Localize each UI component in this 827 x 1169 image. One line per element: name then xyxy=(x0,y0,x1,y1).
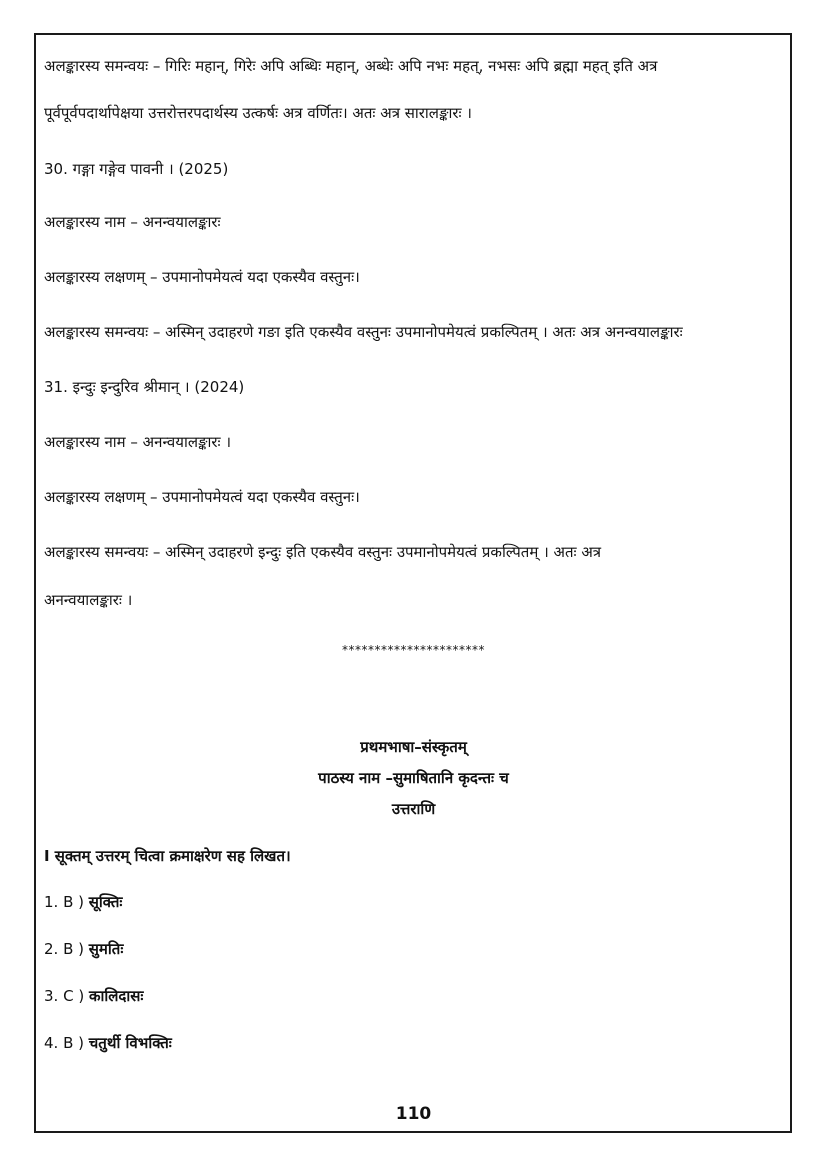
instruction: I सूक्तम् उत्तरम् चित्वा क्रमाक्षरेण सह लिखत। xyxy=(44,847,291,865)
text-line: अलङ्कारस्य लक्षणम् – उपमानोपमेयत्वं यदा एकस्यैव वस्तुनः। xyxy=(44,488,360,506)
answer-item xyxy=(44,892,122,912)
text-line: अलङ्कारस्य नाम – अनन्वयालङ्कारः । xyxy=(44,433,232,451)
text-line: पूर्वपूर्वपदार्थापेक्षया उत्तरोत्तरपदार्थस्य उत्कर्षः अत्र वर्णितः। अतः अत्र सारालङ्कारः । xyxy=(44,104,472,122)
section-title: प्रथमभाषा–संस्कृतम् xyxy=(360,738,467,756)
text-line: अलङ्कारस्य समन्वयः – गिरिः महान्, गिरेः अपि अब्धिः महान्, अब्धेः अपि नभः महत्, नभसः अपि ब्रह्मा महत् इति अत्र xyxy=(44,57,658,75)
page-number: 110 xyxy=(395,1104,432,1124)
answer-item xyxy=(44,986,143,1006)
question-heading: 30. गङ्गा गङ्गेव पावनी । (2025) xyxy=(44,160,229,178)
answer-number: 1. B ) xyxy=(44,893,84,911)
answer-text: सूक्तिः xyxy=(88,893,123,911)
lesson-name: पाठस्य नाम –सुमाषितानि कृदन्तः च xyxy=(318,769,509,787)
answer-item xyxy=(44,1033,172,1053)
separator: ********************** xyxy=(342,643,485,657)
answer-number: 3. C ) xyxy=(44,987,85,1005)
page-border xyxy=(34,33,792,1133)
answer-text: कालिदासः xyxy=(88,987,144,1005)
text-line: अनन्वयालङ्कारः । xyxy=(44,591,133,609)
answer-item xyxy=(44,939,123,959)
answer-number: 2. B ) xyxy=(44,940,84,958)
text-line: अलङ्कारस्य समन्वयः – अस्मिन् उदाहरणे इन्दुः इति एकस्यैव वस्तुनः उपमानोपमेयत्वं प्रकल्पितम् । अतः अत्र xyxy=(44,543,602,561)
answer-text: चतुर्थी विभक्तिः xyxy=(88,1034,172,1052)
question-heading: 31. इन्दुः इन्दुरिव श्रीमान् । (2024) xyxy=(44,378,245,396)
text-line: अलङ्कारस्य समन्वयः – अस्मिन् उदाहरणे गङा इति एकस्यैव वस्तुनः उपमानोपमेयत्वं प्रकल्पितम् । अतः अत्र अनन्वयालङ्कारः xyxy=(44,323,683,341)
answers-heading: उत्तराणि xyxy=(391,800,436,818)
text-line: अलङ्कारस्य लक्षणम् – उपमानोपमेयत्वं यदा एकस्यैव वस्तुनः। xyxy=(44,268,360,286)
answer-number: 4. B ) xyxy=(44,1034,84,1052)
answer-text: सुमतिः xyxy=(88,940,124,958)
text-line: अलङ्कारस्य नाम – अनन्वयालङ्कारः xyxy=(44,213,221,231)
